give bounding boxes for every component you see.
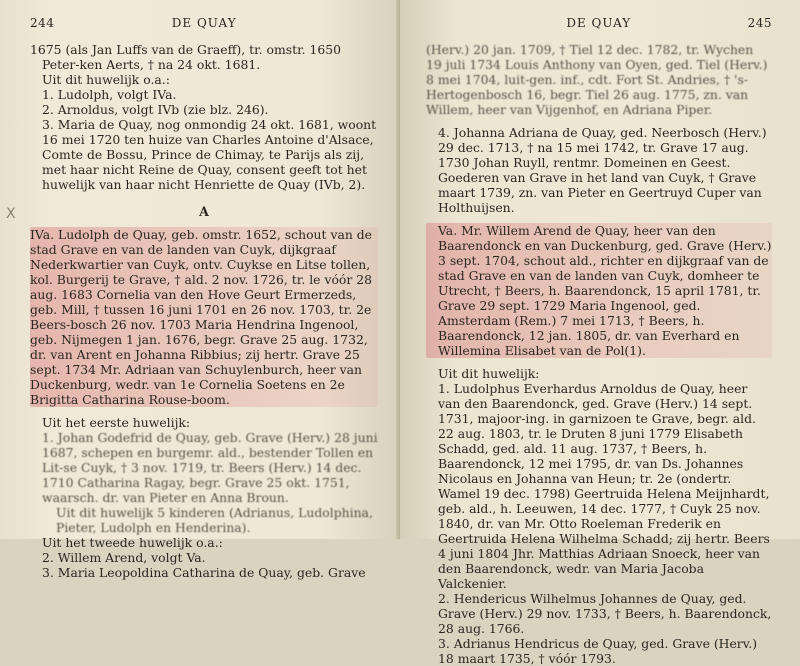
section-heading: A bbox=[199, 204, 209, 219]
genealogy-entry: IVa. Ludolph de Quay, geb. omstr. 1652, schout van de stad Grave en van de landen van Cuyk, dijkgraaf Nederkwartier van Cuyk, ontv. Cuykse en Litse tollen, kol. Burgerij te Grave, † ald. 2 nov. 1726, tr. le vóór 28 aug. 1683 Cornelia van den Hove Geurt Ermerzeds, geb. Mill, † tussen 16 juni 1701 en 26 nov. 1703, tr. 2e Beers-bosch 26 nov. 1703 Maria Hendrina Ingenool, geb. Nijmegen 1 jan. 1676, begr. Grave 25 aug. 1732, dr. van Arent en Johanna Ribbius; zij hertr. Grave 25 sept. 1734 Mr. Adriaan van Schuylenburch, heer van Duckenburg, wedr. van 1e Cornelia Soetens en 2e Brigitta Catharina Rouse-boom. bbox=[30, 227, 378, 407]
list-item: 2. Hendericus Wilhelmus Johannes de Quay, ged. Grave (Herv.) 29 nov. 1733, † Beers, h. Baarendonck, 28 aug. 1766. bbox=[438, 591, 772, 636]
paragraph: Uit dit huwelijk o.a.: bbox=[42, 72, 170, 87]
left-page-number: 244 bbox=[30, 16, 55, 30]
list-item: 1. Johan Godefrid de Quay, geb. Grave (Herv.) 28 juni 1687, schepen en burgemr. ald., bestender Tollen en Lit-se Cuyk, † 3 nov. 1719, tr. Beers (Herv.) 14 dec. 1710 Catharina Ragay, begr. Grave 25 okt. 1751, waarsch. dr. van Pieter en Anna Broun. bbox=[42, 430, 378, 505]
list-item: 4. Johanna Adriana de Quay, ged. Neerbosch (Herv.) 29 dec. 1713, † na 15 mei 1742, tr. Grave 17 aug. 1730 Johan Ruyll, rentmr. Domeinen en Geest. Goederen van Grave in het land van Cuyk, † Grave maart 1739, zn. van Pieter en Geertruyd Cuper van Holthuijsen. bbox=[438, 125, 767, 215]
paragraph: (Herv.) 20 jan. 1709, † Tiel 12 dec. 1782, tr. Wychen 19 juli 1734 Louis Anthony van Oyen, ged. Tiel (Herv.) 8 mei 1704, luit-gen. inf., cdt. Fort St. Andries, † 's-Hertogenbosch 16, begr. Tiel 26 aug. 1775, zn. van Willem, heer van Vijgenhof, en Adriana Piper. bbox=[426, 42, 768, 117]
left-running-head: DE QUAY bbox=[171, 16, 237, 30]
left-page bbox=[0, 0, 400, 580]
list-item: 2. Willem Arend, volgt Va. bbox=[42, 550, 206, 565]
list-item: 3. Maria Leopoldina Catharina de Quay, geb. Grave bbox=[42, 565, 366, 580]
left-page-text bbox=[30, 42, 378, 580]
list-item: 3. Adrianus Hendricus de Quay, ged. Grave (Herv.) 18 maart 1735, † vóór 1793. bbox=[438, 636, 758, 666]
right-page-number: 245 bbox=[747, 16, 772, 30]
paragraph: Uit dit huwelijk: bbox=[438, 366, 540, 381]
spacer bbox=[426, 117, 772, 125]
right-page-header bbox=[426, 16, 772, 30]
right-running-head: DE QUAY bbox=[566, 16, 632, 30]
spacer bbox=[426, 358, 772, 366]
paragraph: 1675 (als Jan Luffs van de Graeff), tr. omstr. 1650 Peter-ken Aerts, † na 24 okt. 1681. bbox=[30, 42, 342, 72]
right-page bbox=[400, 0, 800, 666]
paragraph: Uit het tweede huwelijk o.a.: bbox=[42, 535, 223, 550]
list-item: 1. Ludolph, volgt IVa. bbox=[42, 87, 177, 102]
paragraph: Uit dit huwelijk 5 kinderen (Adrianus, Ludolphina, Pieter, Ludolph en Henderina). bbox=[56, 505, 373, 535]
spacer bbox=[426, 215, 772, 223]
list-item: 2. Arnoldus, volgt IVb (zie blz. 246). bbox=[42, 102, 269, 117]
left-page-header bbox=[30, 16, 378, 30]
genealogy-entry: Va. Mr. Willem Arend de Quay, heer van den Baarendonck en van Duckenburg, ged. Grave (Herv.) 3 sept. 1704, schout ald., richter en dijkgraaf van de stad Grave en van de landen van Cuyk, domheer te Utrecht, † Beers, h. Baarendonck, 15 april 1781, tr. Grave 29 sept. 1729 Maria Ingenool, ged. Amsterdam (Rem.) 7 mei 1713, † Beers, h. Baarendonck, 12 jan. 1805, dr. van Everhard en Willemina Elisabet van de Pol(1). bbox=[426, 223, 772, 358]
paragraph: Uit het eerste huwelijk: bbox=[42, 415, 191, 430]
list-item: 1. Ludolphus Everhardus Arnoldus de Quay, heer van den Baarendonck, ged. Grave (Herv.) 14 sept. 1731, majoor-ing. in garnizoen te Grave, begr. ald. 22 aug. 1803, tr. le Druten 8 juni 1779 Elisabeth Schadd, ged. ald. 11 aug. 1737, † Beers, h. Baarendonck, 12 mei 1795, dr. van Ds. Johannes Nicolaus en Johanna van Heun; tr. 2e (ondertr. Wamel 19 dec. 1798) Geertruida Helena Meijnhardt, geb. ald., h. Leeuwen, 14 dec. 1777, † Cuyk 25 nov. 1840, dr. van Mr. Otto Roeleman Frederik en Geertruida Helena Wilhelma Schadd; zij hertr. Beers 4 juni 1804 Jhr. Matthias Adriaan Snoeck, heer van den Baarendonck, wedr. van Maria Jacoba Valckenier. bbox=[438, 381, 770, 591]
right-page-text bbox=[426, 42, 772, 666]
spacer bbox=[30, 407, 378, 415]
list-item: 3. Maria de Quay, nog onmondig 24 okt. 1681, woont 16 mei 1720 ten huize van Charles Antoine d'Alsace, Comte de Bossu, Prince de Chimay, te Parijs als zij, met haar nicht Reine de Quay, consent geeft tot het huwelijk van haar nicht Henriette de Quay (IVb, 2). bbox=[42, 117, 377, 192]
margin-mark: X bbox=[6, 206, 16, 222]
